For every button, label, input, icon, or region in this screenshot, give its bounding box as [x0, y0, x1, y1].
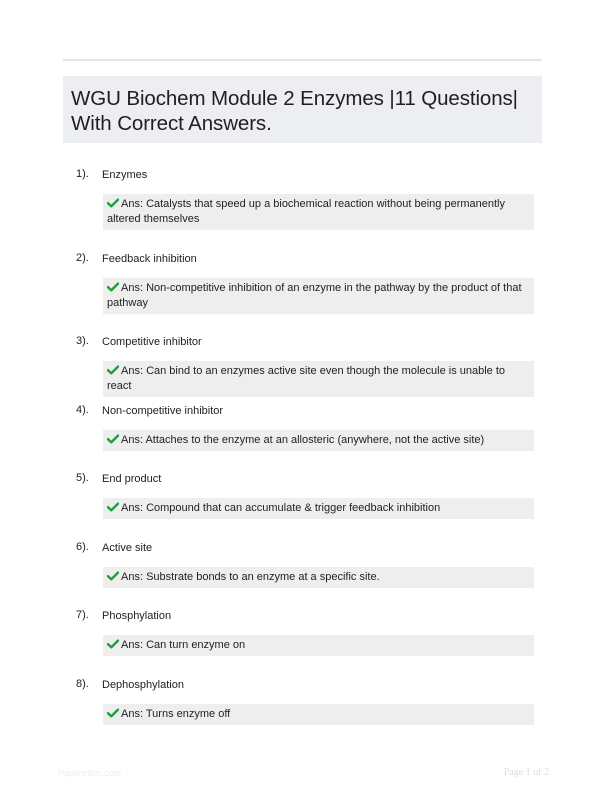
check-icon	[107, 434, 119, 444]
top-divider	[63, 59, 542, 61]
question-term: Active site	[102, 542, 153, 554]
check-icon	[107, 198, 119, 208]
question-term: Enzymes	[102, 169, 148, 181]
answer-text: Ans: Can turn enzyme on	[121, 639, 246, 651]
answer-box	[103, 498, 534, 519]
answer-box	[103, 704, 534, 725]
question-term: Phosphylation	[102, 610, 172, 622]
question-number: 5).	[76, 472, 89, 484]
answer-text: Ans: Can bind to an enzymes active site even though the molecule is unable to react	[107, 365, 506, 392]
question-term: End product	[102, 473, 162, 485]
question-number: 4).	[76, 404, 89, 416]
answer-text: Ans: Substrate bonds to an enzyme at a specific site.	[121, 571, 380, 583]
answer-text: Ans: Catalysts that speed up a biochemical reaction without being permanently altered themselves	[107, 198, 505, 225]
title-banner	[63, 76, 542, 143]
question-number: 1).	[76, 168, 89, 180]
page-indicator: Page 1 of 2	[503, 767, 549, 778]
check-icon	[107, 282, 119, 292]
question-term: Feedback inhibition	[102, 253, 197, 265]
check-icon	[107, 571, 119, 581]
answer-box	[103, 194, 534, 230]
question-number: 6).	[76, 541, 89, 553]
question-number: 2).	[76, 252, 89, 264]
answer-box	[103, 361, 534, 397]
question-term: Competitive inhibitor	[102, 336, 202, 348]
answer-text: Ans: Turns enzyme off	[121, 708, 231, 720]
footer-watermark: Papertrtbic.com	[58, 768, 122, 778]
check-icon	[107, 502, 119, 512]
question-number: 3).	[76, 335, 89, 347]
answer-box	[103, 635, 534, 656]
check-icon	[107, 639, 119, 649]
answer-box	[103, 430, 534, 451]
answer-text: Ans: Compound that can accumulate & trigger feedback inhibition	[121, 502, 441, 514]
question-number: 7).	[76, 609, 89, 621]
answer-box	[103, 567, 534, 588]
question-number: 8).	[76, 678, 89, 690]
document-title: WGU Biochem Module 2 Enzymes |11 Questions| With Correct Answers.	[71, 87, 518, 135]
check-icon	[107, 708, 119, 718]
answer-text: Ans: Non-competitive inhibition of an enzyme in the pathway by the product of that pathway	[107, 282, 522, 309]
answer-box	[103, 278, 534, 314]
check-icon	[107, 365, 119, 375]
answer-text: Ans: Attaches to the enzyme at an allosteric (anywhere, not the active site)	[121, 434, 485, 446]
question-term: Dephosphylation	[102, 679, 184, 691]
question-term: Non-competitive inhibitor	[102, 405, 224, 417]
